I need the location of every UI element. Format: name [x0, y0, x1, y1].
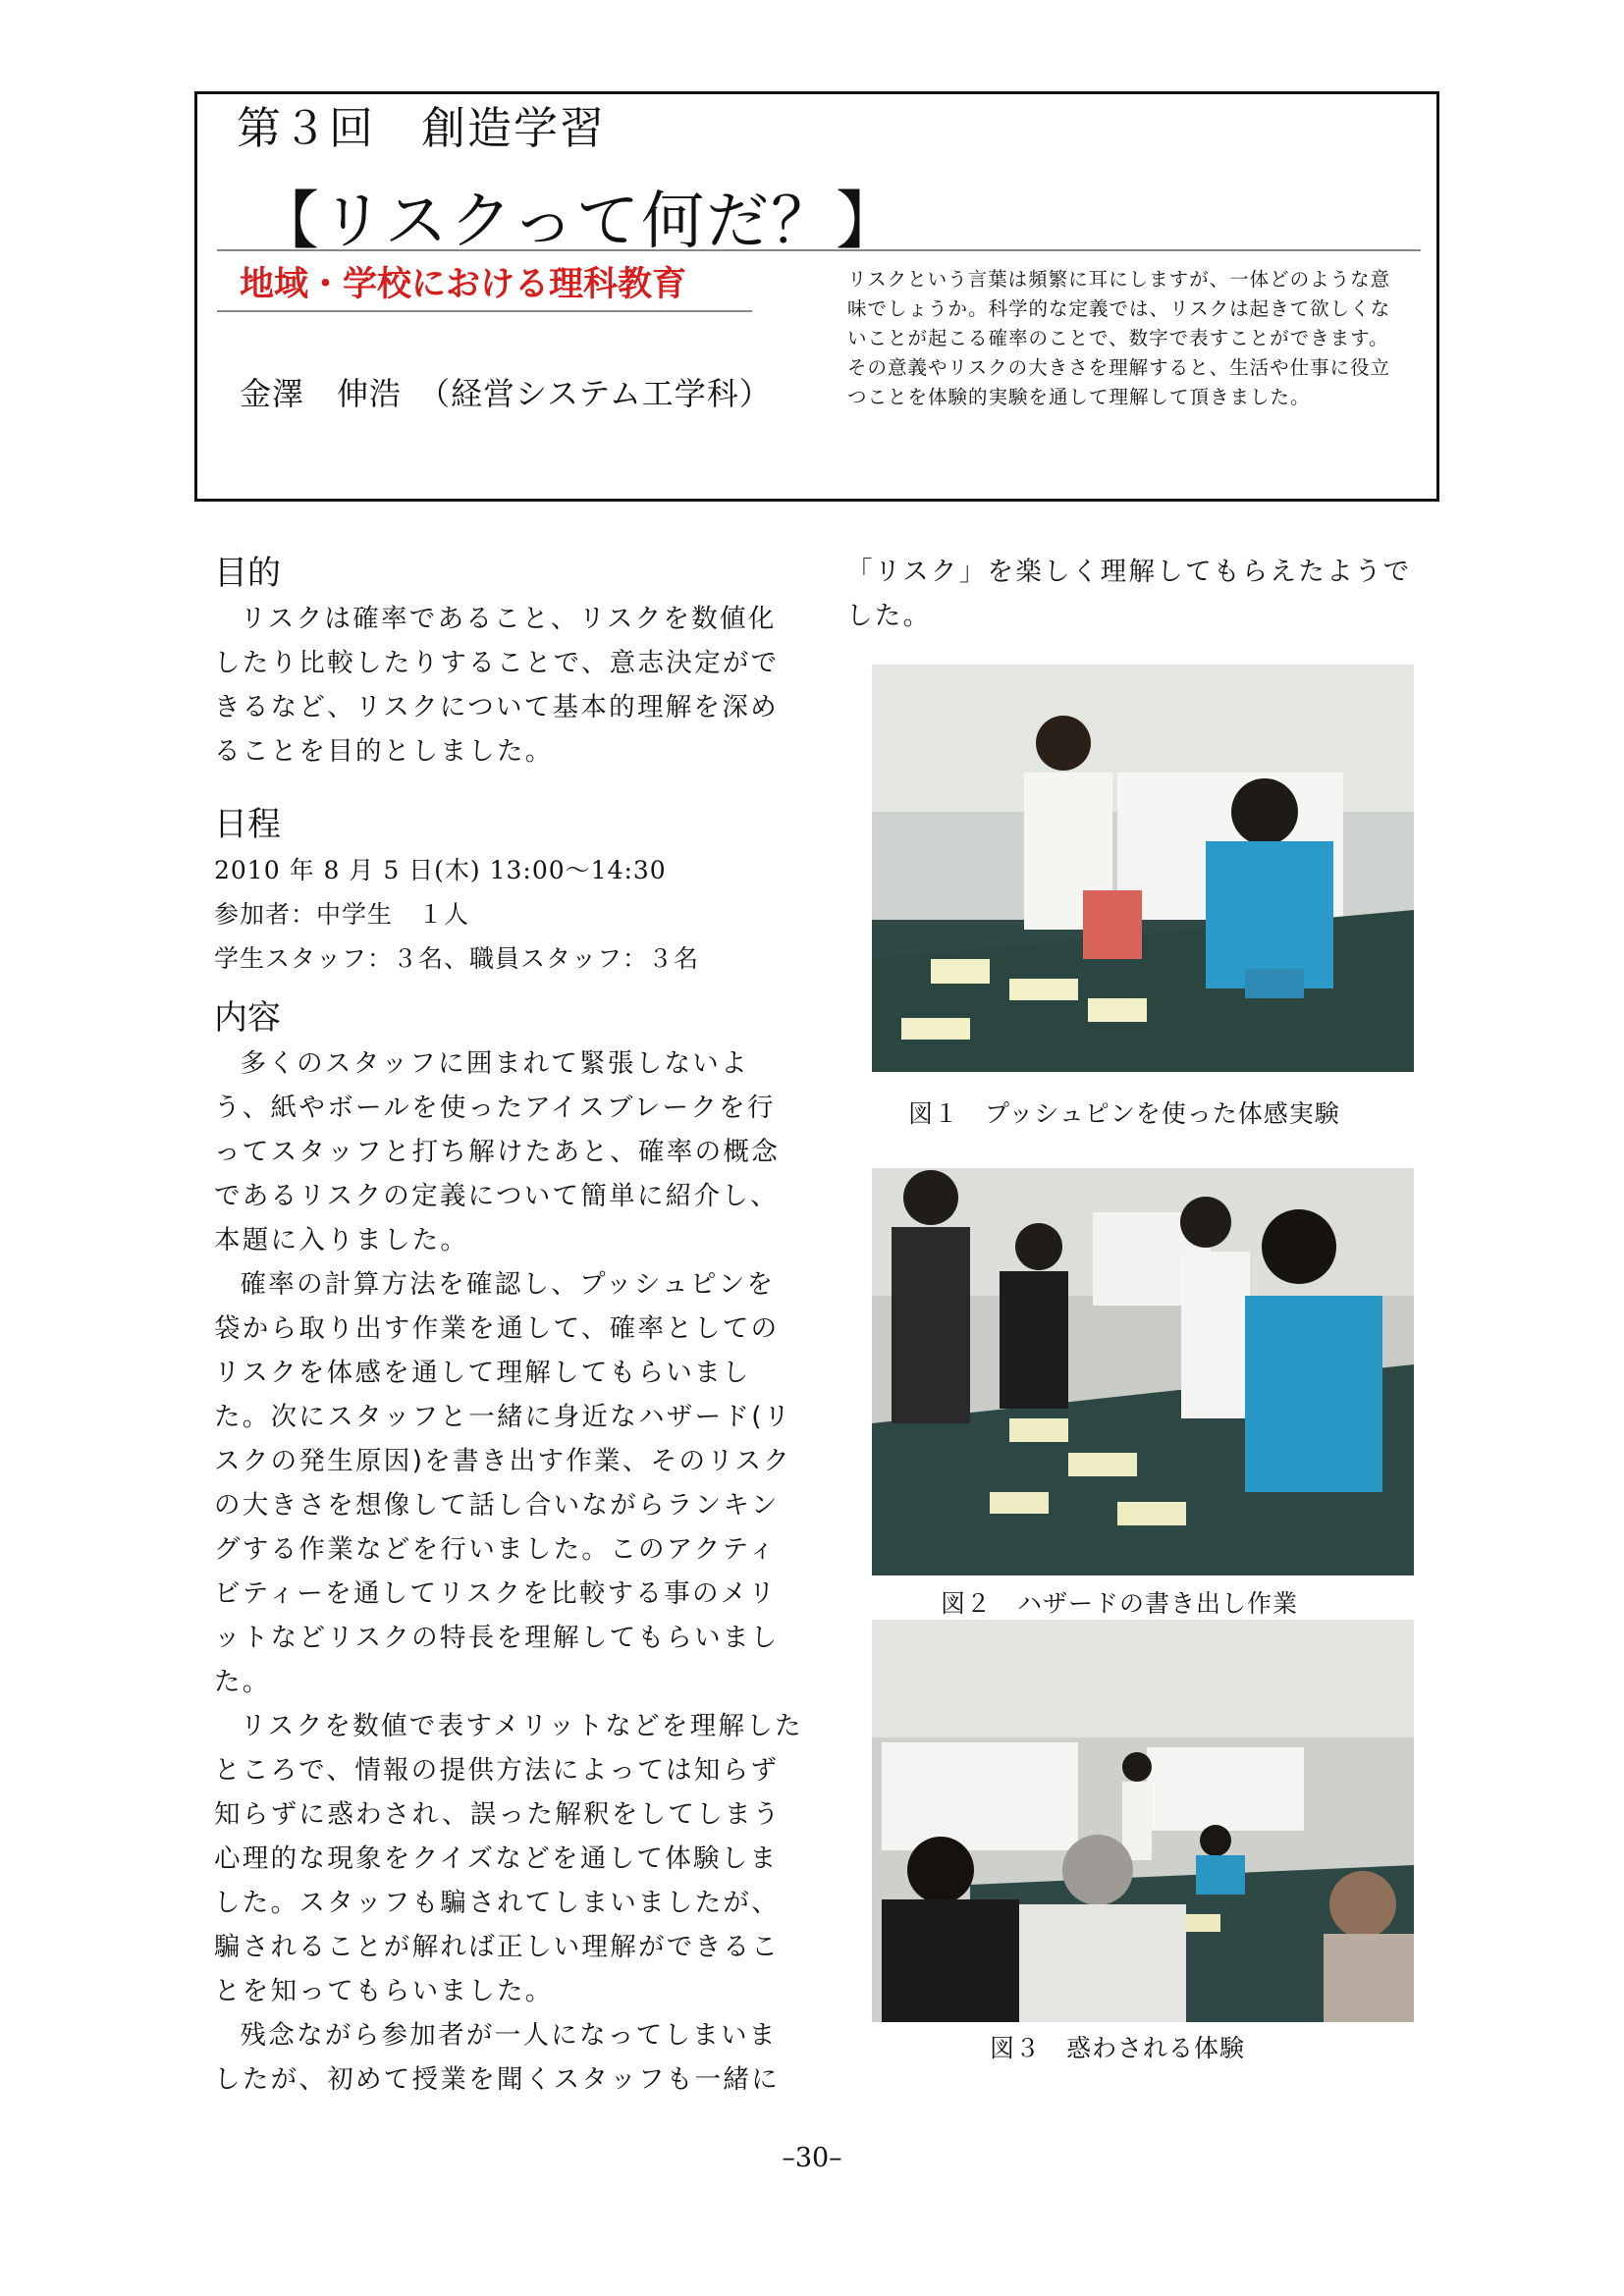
figure-3-caption: 図３ 惑わされる体験: [990, 2034, 1246, 2062]
figure-1-photo: [872, 665, 1414, 1072]
category-divider: [217, 310, 752, 312]
content-paragraph-4-continued: 「リスク」を楽しく理解してもらえたようでした。: [846, 557, 1412, 631]
figure-1-caption: 図１ プッシュピンを使った体感実験: [908, 1099, 1340, 1128]
session-title: 第３回 創造学習: [237, 102, 607, 154]
figure-3-photo: [872, 1620, 1414, 2022]
schedule-participants: 参加者：中学生 １人: [214, 900, 470, 929]
left-column: [214, 550, 803, 2102]
page-number: –30–: [782, 2143, 842, 2173]
content-paragraph-4: 残念ながら参加者が一人になってしまいましたが、初めて授業を聞くスタッフも一緒に: [214, 2020, 780, 2095]
summary-text: リスクという言葉は頻繁に耳にしますが、一体どのような意味でしょうか。科学的な定義では、リスクは起きて欲しくないことが起こる確率のことで、数字で表すことができます。その意義やリスクの大きさを理解すると、生活や仕事に役立つことを体験的実験を通して理解して頂きました。: [847, 268, 1391, 408]
schedule-heading: 日程: [214, 805, 281, 844]
purpose-heading: 目的: [214, 554, 281, 593]
title-divider: [217, 249, 1421, 251]
content-paragraph-2: 確率の計算方法を確認し、プッシュピンを袋から取り出す作業を通して、確率としてのリスクを体感を通して理解してもらいました。次にスタッフと一緒に身近なハザード(リスクの発生原因)を書き出す作業、そのリスクの大きさを想像して話し合いながらランキングする作業などを行いました。このアクティビティーを通してリスクを比較する事のメリットなどリスクの特長を理解してもらいました。: [214, 1269, 792, 1697]
figure-2-photo: [872, 1168, 1414, 1575]
figure-2-caption: 図２ ハザードの書き出し作業: [941, 1589, 1299, 1618]
schedule-staff: 学生スタッフ：３名、職員スタッフ：３名: [214, 944, 700, 973]
author-line: 金澤 伸浩 （経営システム工学科）: [240, 375, 772, 412]
content-paragraph-1: 多くのスタッフに囲まれて緊張しないよう、紙やボールを使ったアイスブレークを行ってスタッフと打ち解けたあと、確率の概念であるリスクの定義について簡単に紹介し、本題に入りました。: [214, 1048, 780, 1255]
content-paragraph-3: リスクを数値で表すメリットなどを理解したところで、情報の提供方法によっては知らず知らずに惑わされ、誤った解釈をしてしまう心理的な現象をクイズなどを通して体験しました。スタッフも騙されてしまいましたが、騙されることが解れば正しい理解ができることを知ってもらいました。: [214, 1711, 803, 2006]
schedule-date: 2010 年 8 月 5 日(木) 13:00〜14:30: [214, 856, 667, 884]
main-title: 【リスクって何だ？】: [256, 186, 901, 258]
purpose-body: リスクは確率であること、リスクを数値化したり比較したりすることで、意志決定ができるなど、リスクについて基本的理解を深めることを目的としました。: [214, 604, 780, 767]
header-box: [194, 91, 1439, 502]
category-label: 地域・学校における理科教育: [240, 265, 687, 304]
content-heading: 内容: [214, 998, 281, 1038]
right-column: [846, 550, 1435, 638]
